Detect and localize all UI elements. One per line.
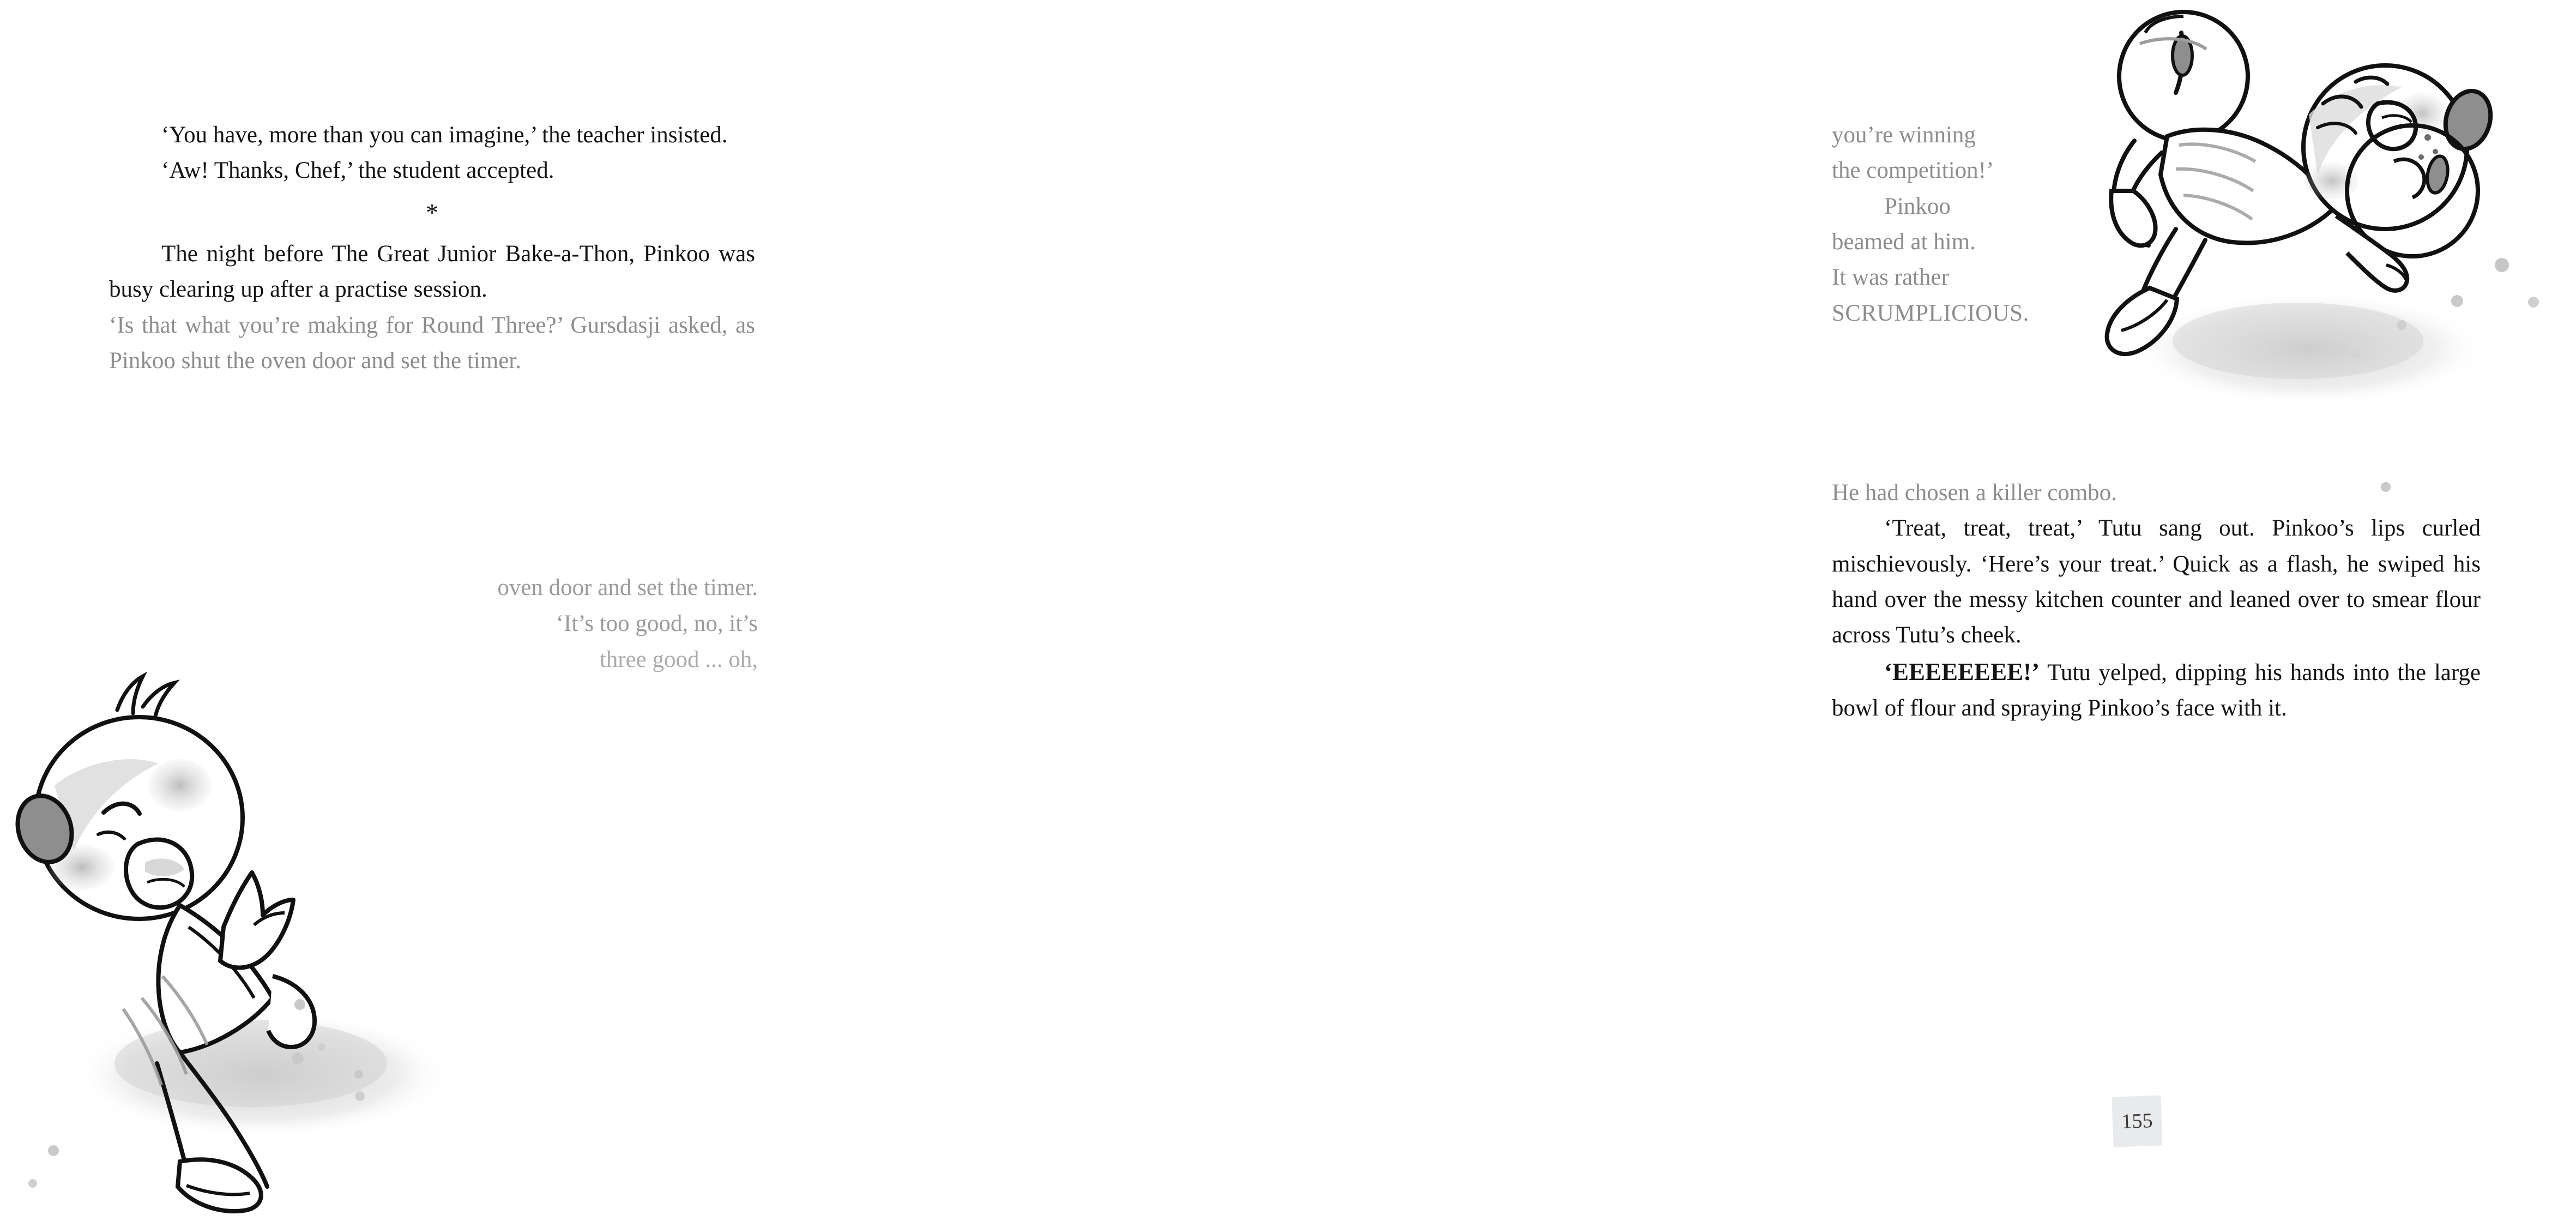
wrapped-line-1: oven door and set the timer. — [497, 575, 758, 600]
narrow-line-4: beamed at him. — [1832, 229, 1976, 255]
pinkoo-falling-illustration — [16, 671, 616, 1216]
right-paragraph-3-rest: Tutu yelped, dipping his hands into the large bowl of flour and spraying Pinkoo’s face with it. — [1832, 659, 2481, 721]
narrow-line-3: Pinkoo — [1884, 193, 1951, 219]
wrapped-line-3: three good ... oh, — [599, 647, 758, 672]
right-page-text — [1832, 475, 2481, 726]
wrapped-line-2: ‘It’s too good, no, it’s — [556, 611, 758, 636]
decorative-dot — [292, 1052, 304, 1064]
exclamation-lead: ‘EEEEEEEE!’ — [1884, 658, 2040, 685]
section-break-asterisk: * — [426, 198, 438, 226]
left-page-text — [109, 117, 755, 379]
right-paragraph-2: ‘Treat, treat, treat,’ Tutu sang out. Pinkoo’s lips curled mischievously. ‘Here’s your treat.’ Quick as a flash, he swiped his hand over the messy kitchen counter and leaned over to smear flour across Tutu’s cheek. — [1832, 515, 2481, 648]
paragraph-4: The night before The Great Junior Bake-a-Thon, Pinkoo was busy clearing up after a practise session. — [109, 241, 755, 303]
right-page — [859, 0, 2481, 1227]
decorative-dot — [354, 1070, 363, 1079]
right-paragraph-3 — [1832, 653, 2481, 726]
paragraph-2: ‘Aw! Thanks, Chef,’ the student accepted. — [161, 158, 554, 184]
narrow-line-6: SCRUMPLICIOUS. — [1832, 300, 2029, 326]
tutu-tumbling-illustration — [2053, 11, 2576, 485]
page-number: 155 — [2112, 1095, 2162, 1147]
paragraph-5: ‘Is that what you’re making for Round Three?’ Gursdasji asked, as Pinkoo shut the oven door and set the timer. — [109, 312, 755, 374]
decorative-dot — [2381, 482, 2391, 492]
narrow-line-5: It was rather — [1832, 264, 1949, 291]
left-page — [0, 0, 859, 1227]
right-paragraph-1: He had chosen a killer combo. — [1832, 480, 2117, 506]
narrow-line-1: you’re winning — [1832, 122, 1976, 148]
right-page-narrow-column — [1832, 117, 2080, 331]
narrow-line-2: the competition!’ — [1832, 158, 1994, 184]
paragraph-1: ‘You have, more than you can imagine,’ the teacher insisted. — [161, 122, 728, 148]
